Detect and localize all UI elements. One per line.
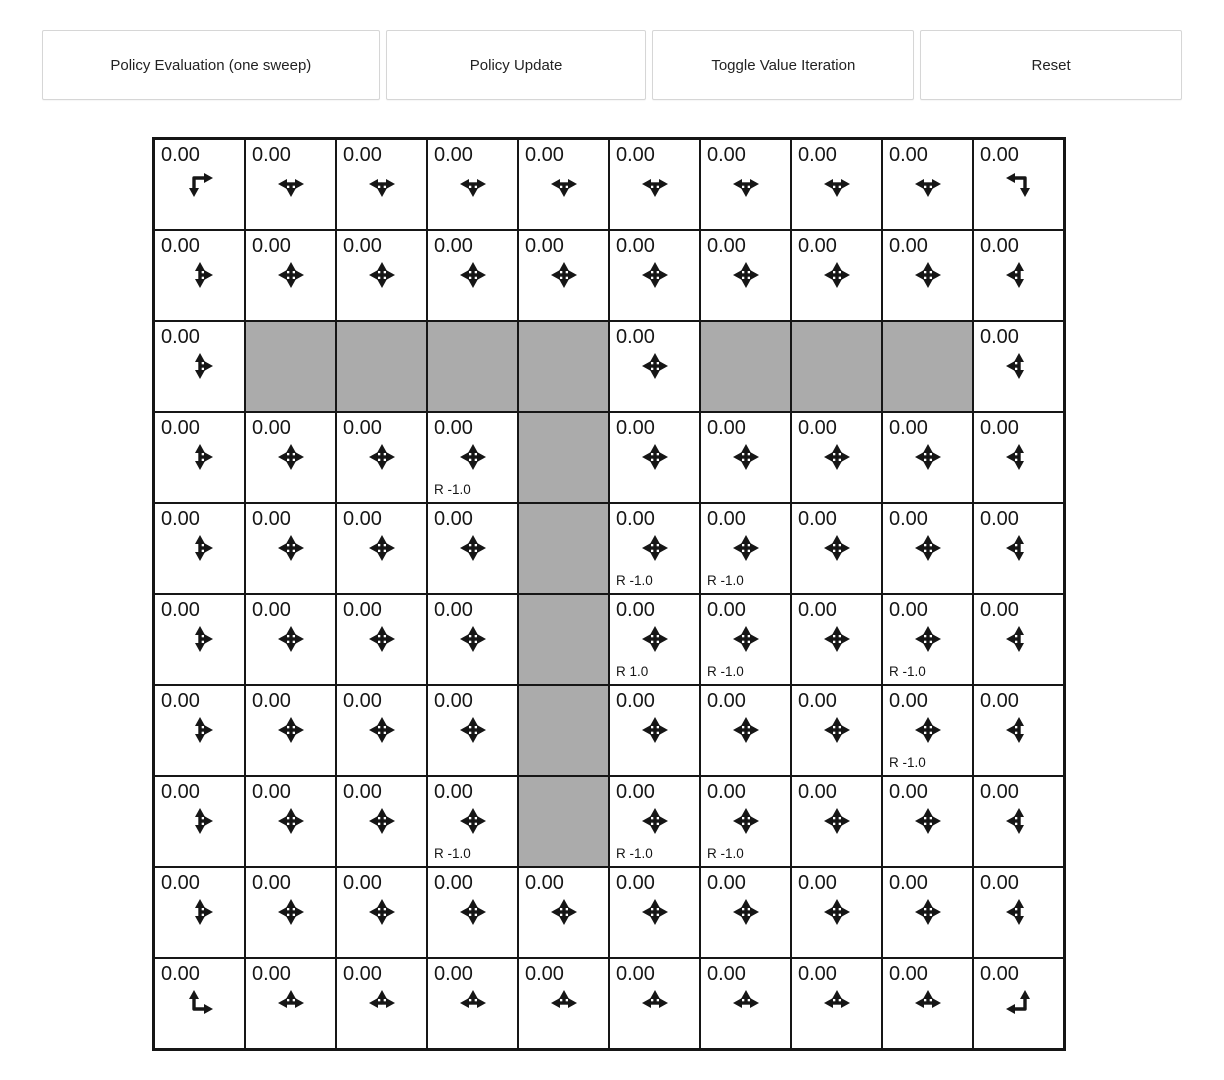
grid-cell-r9-c2[interactable] xyxy=(336,958,427,1049)
policy-arrow-icon xyxy=(792,986,881,1020)
policy-arrow-icon xyxy=(610,167,699,201)
state-value: 0.00 xyxy=(980,235,1019,257)
wall-cell-r5-c4[interactable] xyxy=(518,594,609,685)
grid-cell-r6-c9[interactable] xyxy=(973,685,1064,776)
reward-label: R -1.0 xyxy=(707,664,744,679)
grid-cell-r9-c8[interactable] xyxy=(882,958,973,1049)
grid-cell-r0-c1[interactable] xyxy=(245,139,336,230)
policy-arrow-icon xyxy=(155,349,244,383)
state-value: 0.00 xyxy=(798,872,837,894)
state-value: 0.00 xyxy=(889,963,928,985)
policy-arrow-icon xyxy=(155,622,244,656)
grid-cell-r8-c3[interactable] xyxy=(427,867,518,958)
state-value: 0.00 xyxy=(707,508,746,530)
state-value: 0.00 xyxy=(616,326,655,348)
policy-arrow-icon xyxy=(883,895,972,929)
state-value: 0.00 xyxy=(161,326,200,348)
policy-arrow-icon xyxy=(610,986,699,1020)
wall-cell-r2-c1[interactable] xyxy=(245,321,336,412)
state-value: 0.00 xyxy=(798,963,837,985)
state-value: 0.00 xyxy=(707,599,746,621)
policy-arrow-icon xyxy=(337,804,426,838)
policy-arrow-icon xyxy=(974,986,1063,1020)
state-value: 0.00 xyxy=(343,144,382,166)
grid-cell-r7-c9[interactable] xyxy=(973,776,1064,867)
policy-arrow-icon xyxy=(246,167,335,201)
state-value: 0.00 xyxy=(616,508,655,530)
grid-cell-r6-c3[interactable] xyxy=(427,685,518,776)
grid-cell-r3-c3[interactable] xyxy=(427,412,518,503)
policy-arrow-icon xyxy=(974,622,1063,656)
policy-arrow-icon xyxy=(610,622,699,656)
policy-arrow-icon xyxy=(701,167,790,201)
grid-cell-r9-c0[interactable] xyxy=(154,958,245,1049)
grid-cell-r2-c5[interactable] xyxy=(609,321,700,412)
state-value: 0.00 xyxy=(616,872,655,894)
grid-cell-r1-c1[interactable] xyxy=(245,230,336,321)
state-value: 0.00 xyxy=(252,872,291,894)
grid-cell-r6-c1[interactable] xyxy=(245,685,336,776)
state-value: 0.00 xyxy=(707,144,746,166)
policy-arrow-icon xyxy=(155,258,244,292)
state-value: 0.00 xyxy=(525,235,564,257)
grid-cell-r4-c6[interactable] xyxy=(700,503,791,594)
grid-cell-r7-c7[interactable] xyxy=(791,776,882,867)
policy-arrow-icon xyxy=(701,804,790,838)
state-value: 0.00 xyxy=(161,963,200,985)
grid-cell-r3-c2[interactable] xyxy=(336,412,427,503)
grid-cell-r1-c7[interactable] xyxy=(791,230,882,321)
wall-cell-r2-c2[interactable] xyxy=(336,321,427,412)
grid-cell-r4-c9[interactable] xyxy=(973,503,1064,594)
policy-arrow-icon xyxy=(246,440,335,474)
grid-cell-r7-c3[interactable] xyxy=(427,776,518,867)
reward-label: R 1.0 xyxy=(616,664,649,679)
grid-cell-r9-c6[interactable] xyxy=(700,958,791,1049)
grid-cell-r0-c9[interactable] xyxy=(973,139,1064,230)
grid-cell-r8-c4[interactable] xyxy=(518,867,609,958)
grid-cell-r1-c3[interactable] xyxy=(427,230,518,321)
policy-arrow-icon xyxy=(246,804,335,838)
grid-cell-r4-c5[interactable] xyxy=(609,503,700,594)
grid-cell-r9-c4[interactable] xyxy=(518,958,609,1049)
grid-cell-r1-c6[interactable] xyxy=(700,230,791,321)
state-value: 0.00 xyxy=(161,508,200,530)
grid-cell-r5-c2[interactable] xyxy=(336,594,427,685)
grid-cell-r3-c6[interactable] xyxy=(700,412,791,503)
policy-arrow-icon xyxy=(701,440,790,474)
state-value: 0.00 xyxy=(525,872,564,894)
policy-arrow-icon xyxy=(610,895,699,929)
state-value: 0.00 xyxy=(980,417,1019,439)
grid-cell-r4-c1[interactable] xyxy=(245,503,336,594)
policy-arrow-icon xyxy=(246,713,335,747)
state-value: 0.00 xyxy=(798,417,837,439)
grid-cell-r4-c0[interactable] xyxy=(154,503,245,594)
grid-cell-r8-c1[interactable] xyxy=(245,867,336,958)
policy-arrow-icon xyxy=(701,713,790,747)
wall-cell-r2-c6[interactable] xyxy=(700,321,791,412)
state-value: 0.00 xyxy=(616,599,655,621)
state-value: 0.00 xyxy=(434,144,473,166)
state-value: 0.00 xyxy=(980,599,1019,621)
grid-cell-r5-c3[interactable] xyxy=(427,594,518,685)
state-value: 0.00 xyxy=(889,599,928,621)
policy-arrow-icon xyxy=(792,895,881,929)
state-value: 0.00 xyxy=(889,417,928,439)
policy-evaluation-button[interactable]: Policy Evaluation (one sweep) xyxy=(42,30,380,100)
grid-cell-r3-c8[interactable] xyxy=(882,412,973,503)
policy-arrow-icon xyxy=(701,895,790,929)
policy-arrow-icon xyxy=(792,440,881,474)
grid-cell-r8-c2[interactable] xyxy=(336,867,427,958)
grid-cell-r3-c5[interactable] xyxy=(609,412,700,503)
grid-cell-r5-c1[interactable] xyxy=(245,594,336,685)
state-value: 0.00 xyxy=(616,781,655,803)
grid-cell-r1-c9[interactable] xyxy=(973,230,1064,321)
grid-cell-r3-c0[interactable] xyxy=(154,412,245,503)
state-value: 0.00 xyxy=(343,690,382,712)
state-value: 0.00 xyxy=(161,872,200,894)
reward-label: R -1.0 xyxy=(434,846,471,861)
grid-cell-r8-c0[interactable] xyxy=(154,867,245,958)
state-value: 0.00 xyxy=(889,235,928,257)
policy-arrow-icon xyxy=(155,713,244,747)
wall-cell-r4-c4[interactable] xyxy=(518,503,609,594)
state-value: 0.00 xyxy=(343,417,382,439)
grid-cell-r9-c5[interactable] xyxy=(609,958,700,1049)
reward-label: R -1.0 xyxy=(889,755,926,770)
grid-cell-r6-c7[interactable] xyxy=(791,685,882,776)
grid-cell-r8-c6[interactable] xyxy=(700,867,791,958)
wall-cell-r2-c3[interactable] xyxy=(427,321,518,412)
policy-arrow-icon xyxy=(883,167,972,201)
policy-arrow-icon xyxy=(519,258,608,292)
state-value: 0.00 xyxy=(343,872,382,894)
grid-cell-r1-c0[interactable] xyxy=(154,230,245,321)
state-value: 0.00 xyxy=(980,872,1019,894)
policy-arrow-icon xyxy=(246,531,335,565)
state-value: 0.00 xyxy=(252,599,291,621)
grid-cell-r5-c8[interactable] xyxy=(882,594,973,685)
grid-cell-r2-c9[interactable] xyxy=(973,321,1064,412)
reward-label: R -1.0 xyxy=(434,482,471,497)
policy-arrow-icon xyxy=(883,804,972,838)
policy-arrow-icon xyxy=(337,622,426,656)
grid-cell-r7-c1[interactable] xyxy=(245,776,336,867)
policy-arrow-icon xyxy=(974,895,1063,929)
policy-arrow-icon xyxy=(883,258,972,292)
toggle-value-iteration-button[interactable]: Toggle Value Iteration xyxy=(652,30,914,100)
grid-cell-r8-c5[interactable] xyxy=(609,867,700,958)
grid-cell-r3-c1[interactable] xyxy=(245,412,336,503)
state-value: 0.00 xyxy=(707,690,746,712)
state-value: 0.00 xyxy=(889,508,928,530)
policy-arrow-icon xyxy=(610,804,699,838)
grid-cell-r0-c6[interactable] xyxy=(700,139,791,230)
state-value: 0.00 xyxy=(889,781,928,803)
policy-arrow-icon xyxy=(155,986,244,1020)
state-value: 0.00 xyxy=(252,144,291,166)
grid-cell-r0-c7[interactable] xyxy=(791,139,882,230)
policy-arrow-icon xyxy=(155,895,244,929)
grid-cell-r4-c3[interactable] xyxy=(427,503,518,594)
grid-cell-r9-c3[interactable] xyxy=(427,958,518,1049)
state-value: 0.00 xyxy=(434,508,473,530)
policy-arrow-icon xyxy=(246,258,335,292)
grid-cell-r5-c6[interactable] xyxy=(700,594,791,685)
state-value: 0.00 xyxy=(798,781,837,803)
gridworld-container xyxy=(152,137,1224,1051)
policy-arrow-icon xyxy=(610,440,699,474)
policy-arrow-icon xyxy=(337,167,426,201)
state-value: 0.00 xyxy=(252,417,291,439)
grid-cell-r7-c8[interactable] xyxy=(882,776,973,867)
state-value: 0.00 xyxy=(707,235,746,257)
state-value: 0.00 xyxy=(707,872,746,894)
policy-arrow-icon xyxy=(974,349,1063,383)
policy-arrow-icon xyxy=(974,167,1063,201)
state-value: 0.00 xyxy=(980,144,1019,166)
grid-cell-r6-c0[interactable] xyxy=(154,685,245,776)
state-value: 0.00 xyxy=(980,781,1019,803)
policy-arrow-icon xyxy=(337,440,426,474)
policy-arrow-icon xyxy=(155,804,244,838)
policy-arrow-icon xyxy=(792,804,881,838)
grid-cell-r5-c5[interactable] xyxy=(609,594,700,685)
policy-arrow-icon xyxy=(246,986,335,1020)
grid-cell-r4-c8[interactable] xyxy=(882,503,973,594)
policy-arrow-icon xyxy=(428,531,517,565)
state-value: 0.00 xyxy=(980,508,1019,530)
state-value: 0.00 xyxy=(434,235,473,257)
state-value: 0.00 xyxy=(161,144,200,166)
grid-cell-r8-c8[interactable] xyxy=(882,867,973,958)
gridworld xyxy=(152,137,1066,1051)
policy-arrow-icon xyxy=(428,258,517,292)
state-value: 0.00 xyxy=(343,781,382,803)
policy-arrow-icon xyxy=(337,258,426,292)
policy-arrow-icon xyxy=(610,531,699,565)
grid-cell-r7-c2[interactable] xyxy=(336,776,427,867)
policy-arrow-icon xyxy=(792,167,881,201)
policy-arrow-icon xyxy=(883,713,972,747)
policy-arrow-icon xyxy=(610,349,699,383)
state-value: 0.00 xyxy=(707,417,746,439)
state-value: 0.00 xyxy=(707,963,746,985)
toolbar xyxy=(0,0,1224,100)
policy-arrow-icon xyxy=(155,531,244,565)
policy-update-button[interactable]: Policy Update xyxy=(386,30,647,100)
reward-label: R -1.0 xyxy=(707,573,744,588)
state-value: 0.00 xyxy=(798,690,837,712)
state-value: 0.00 xyxy=(161,235,200,257)
grid-cell-r7-c6[interactable] xyxy=(700,776,791,867)
policy-arrow-icon xyxy=(428,713,517,747)
policy-arrow-icon xyxy=(610,258,699,292)
grid-cell-r7-c0[interactable] xyxy=(154,776,245,867)
state-value: 0.00 xyxy=(343,235,382,257)
state-value: 0.00 xyxy=(161,781,200,803)
state-value: 0.00 xyxy=(980,963,1019,985)
state-value: 0.00 xyxy=(980,690,1019,712)
grid-cell-r6-c6[interactable] xyxy=(700,685,791,776)
policy-arrow-icon xyxy=(792,622,881,656)
grid-cell-r1-c4[interactable] xyxy=(518,230,609,321)
policy-arrow-icon xyxy=(519,167,608,201)
reward-label: R -1.0 xyxy=(889,664,926,679)
state-value: 0.00 xyxy=(252,508,291,530)
grid-cell-r1-c2[interactable] xyxy=(336,230,427,321)
policy-arrow-icon xyxy=(610,713,699,747)
state-value: 0.00 xyxy=(434,690,473,712)
state-value: 0.00 xyxy=(343,963,382,985)
state-value: 0.00 xyxy=(343,599,382,621)
state-value: 0.00 xyxy=(434,417,473,439)
wall-cell-r7-c4[interactable] xyxy=(518,776,609,867)
grid-cell-r4-c7[interactable] xyxy=(791,503,882,594)
grid-cell-r0-c3[interactable] xyxy=(427,139,518,230)
grid-cell-r0-c4[interactable] xyxy=(518,139,609,230)
policy-arrow-icon xyxy=(155,167,244,201)
grid-cell-r0-c0[interactable] xyxy=(154,139,245,230)
wall-cell-r2-c7[interactable] xyxy=(791,321,882,412)
policy-arrow-icon xyxy=(974,713,1063,747)
policy-arrow-icon xyxy=(428,804,517,838)
policy-arrow-icon xyxy=(519,986,608,1020)
grid-cell-r6-c8[interactable] xyxy=(882,685,973,776)
policy-arrow-icon xyxy=(792,258,881,292)
policy-arrow-icon xyxy=(701,258,790,292)
state-value: 0.00 xyxy=(707,781,746,803)
policy-arrow-icon xyxy=(337,531,426,565)
reset-button[interactable]: Reset xyxy=(920,30,1182,100)
policy-arrow-icon xyxy=(974,531,1063,565)
grid-cell-r1-c5[interactable] xyxy=(609,230,700,321)
policy-arrow-icon xyxy=(337,895,426,929)
policy-arrow-icon xyxy=(246,895,335,929)
grid-cell-r3-c7[interactable] xyxy=(791,412,882,503)
grid-cell-r1-c8[interactable] xyxy=(882,230,973,321)
policy-arrow-icon xyxy=(428,440,517,474)
grid-cell-r2-c0[interactable] xyxy=(154,321,245,412)
grid-cell-r6-c2[interactable] xyxy=(336,685,427,776)
state-value: 0.00 xyxy=(343,508,382,530)
policy-arrow-icon xyxy=(883,986,972,1020)
grid-cell-r7-c5[interactable] xyxy=(609,776,700,867)
policy-arrow-icon xyxy=(792,713,881,747)
state-value: 0.00 xyxy=(889,872,928,894)
policy-arrow-icon xyxy=(428,167,517,201)
wall-cell-r6-c4[interactable] xyxy=(518,685,609,776)
grid-cell-r4-c2[interactable] xyxy=(336,503,427,594)
grid-cell-r0-c2[interactable] xyxy=(336,139,427,230)
wall-cell-r3-c4[interactable] xyxy=(518,412,609,503)
grid-cell-r0-c8[interactable] xyxy=(882,139,973,230)
policy-arrow-icon xyxy=(337,986,426,1020)
reward-label: R -1.0 xyxy=(616,573,653,588)
wall-cell-r2-c4[interactable] xyxy=(518,321,609,412)
grid-cell-r9-c1[interactable] xyxy=(245,958,336,1049)
reward-label: R -1.0 xyxy=(707,846,744,861)
grid-cell-r5-c0[interactable] xyxy=(154,594,245,685)
policy-arrow-icon xyxy=(701,622,790,656)
reward-label: R -1.0 xyxy=(616,846,653,861)
policy-arrow-icon xyxy=(883,440,972,474)
policy-arrow-icon xyxy=(337,713,426,747)
grid-cell-r8-c9[interactable] xyxy=(973,867,1064,958)
state-value: 0.00 xyxy=(252,781,291,803)
state-value: 0.00 xyxy=(252,963,291,985)
policy-arrow-icon xyxy=(701,986,790,1020)
state-value: 0.00 xyxy=(434,872,473,894)
state-value: 0.00 xyxy=(889,690,928,712)
policy-arrow-icon xyxy=(519,895,608,929)
state-value: 0.00 xyxy=(525,963,564,985)
state-value: 0.00 xyxy=(616,963,655,985)
grid-cell-r5-c9[interactable] xyxy=(973,594,1064,685)
grid-cell-r0-c5[interactable] xyxy=(609,139,700,230)
policy-arrow-icon xyxy=(974,258,1063,292)
grid-cell-r9-c7[interactable] xyxy=(791,958,882,1049)
state-value: 0.00 xyxy=(616,690,655,712)
state-value: 0.00 xyxy=(798,235,837,257)
state-value: 0.00 xyxy=(889,144,928,166)
policy-arrow-icon xyxy=(974,440,1063,474)
state-value: 0.00 xyxy=(252,235,291,257)
state-value: 0.00 xyxy=(434,599,473,621)
grid-cell-r3-c9[interactable] xyxy=(973,412,1064,503)
state-value: 0.00 xyxy=(525,144,564,166)
grid-cell-r9-c9[interactable] xyxy=(973,958,1064,1049)
state-value: 0.00 xyxy=(161,599,200,621)
state-value: 0.00 xyxy=(161,417,200,439)
state-value: 0.00 xyxy=(616,144,655,166)
policy-arrow-icon xyxy=(974,804,1063,838)
policy-arrow-icon xyxy=(428,895,517,929)
wall-cell-r2-c8[interactable] xyxy=(882,321,973,412)
state-value: 0.00 xyxy=(798,508,837,530)
grid-cell-r6-c5[interactable] xyxy=(609,685,700,776)
state-value: 0.00 xyxy=(161,690,200,712)
state-value: 0.00 xyxy=(798,144,837,166)
policy-arrow-icon xyxy=(246,622,335,656)
state-value: 0.00 xyxy=(434,963,473,985)
policy-arrow-icon xyxy=(428,986,517,1020)
policy-arrow-icon xyxy=(155,440,244,474)
state-value: 0.00 xyxy=(798,599,837,621)
grid-cell-r8-c7[interactable] xyxy=(791,867,882,958)
grid-cell-r5-c7[interactable] xyxy=(791,594,882,685)
policy-arrow-icon xyxy=(428,622,517,656)
policy-arrow-icon xyxy=(701,531,790,565)
state-value: 0.00 xyxy=(252,690,291,712)
state-value: 0.00 xyxy=(616,417,655,439)
state-value: 0.00 xyxy=(616,235,655,257)
state-value: 0.00 xyxy=(434,781,473,803)
policy-arrow-icon xyxy=(883,531,972,565)
policy-arrow-icon xyxy=(883,622,972,656)
state-value: 0.00 xyxy=(980,326,1019,348)
policy-arrow-icon xyxy=(792,531,881,565)
